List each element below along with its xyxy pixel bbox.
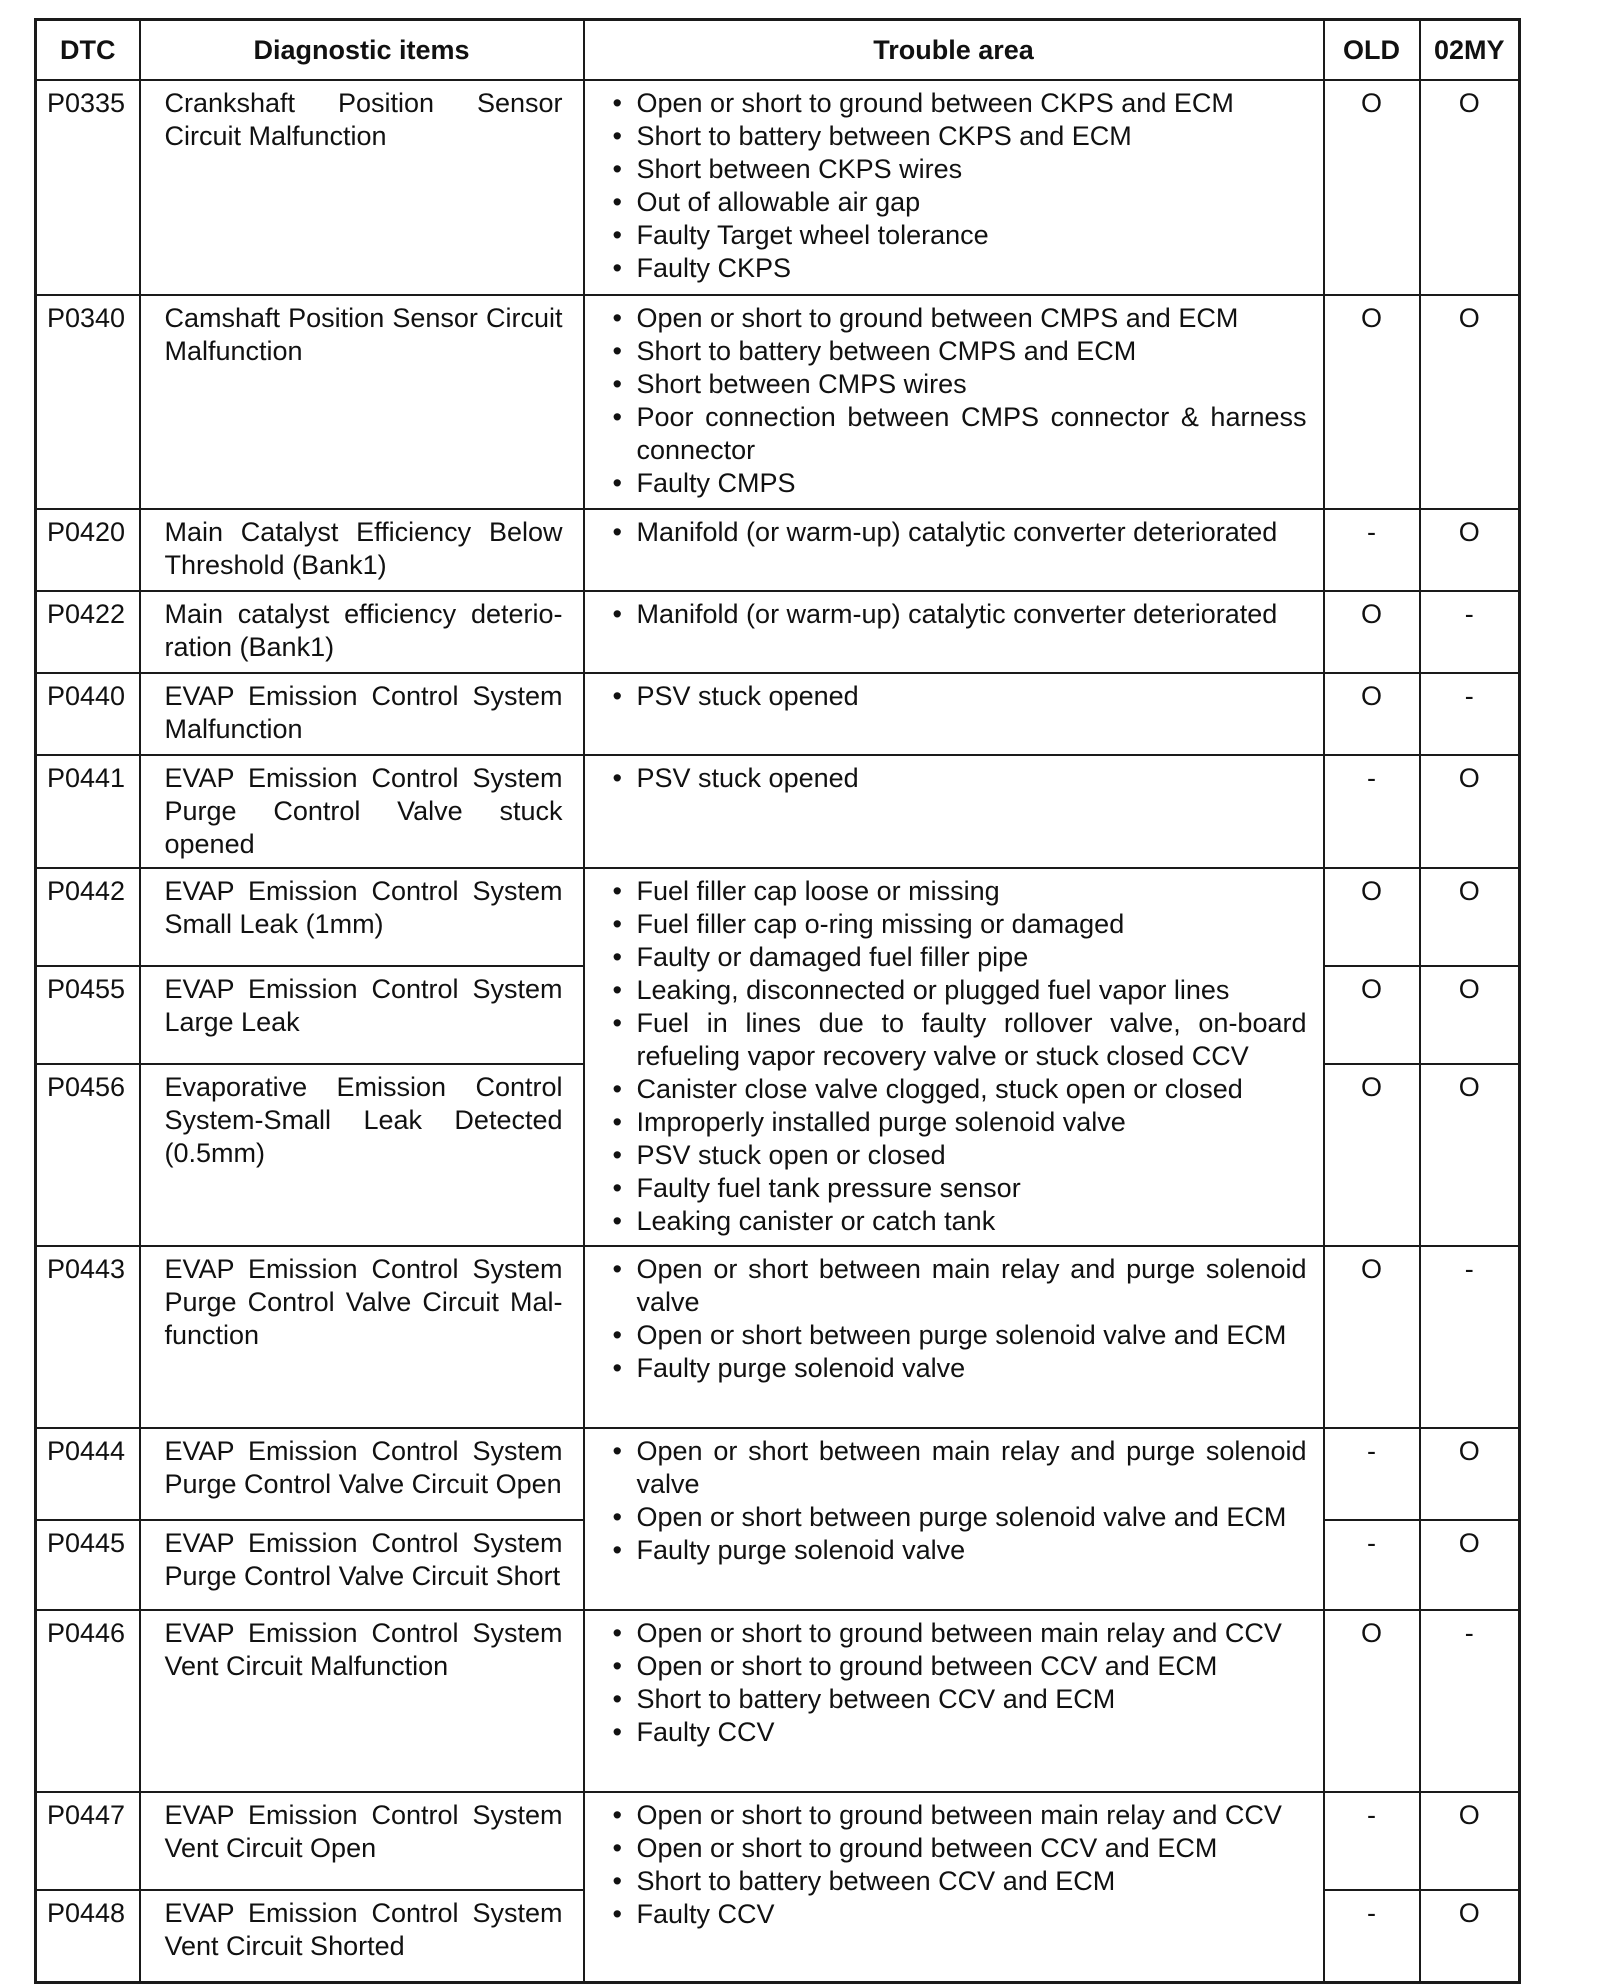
old-mark: -: [1324, 1792, 1420, 1890]
trouble-item: • Open or short to ground between CKPS and ECM: [611, 87, 1307, 120]
trouble-item: • Canister close valve clogged, stuck open or closed: [611, 1073, 1307, 1106]
trouble-item: • Poor connection between CMPS connector & harness connector: [611, 401, 1307, 467]
dtc-code: P0335: [36, 80, 140, 295]
old-mark: -: [1324, 755, 1420, 868]
table-row: [36, 295, 1520, 509]
trouble-item: • PSV stuck open or closed: [611, 1139, 1307, 1172]
dtc-code: P0445: [36, 1520, 140, 1610]
dtc-code: P0443: [36, 1246, 140, 1428]
trouble-list: [611, 1799, 1307, 1931]
trouble-item: • Open or short between purge solenoid valve and ECM: [611, 1319, 1307, 1352]
table-row: [36, 868, 1520, 966]
trouble-item: • Faulty or damaged fuel filler pipe: [611, 941, 1307, 974]
02my-mark: -: [1420, 1246, 1520, 1428]
02my-mark: O: [1420, 966, 1520, 1064]
old-mark: O: [1324, 295, 1420, 509]
trouble-item: • Short between CMPS wires: [611, 368, 1307, 401]
old-mark: O: [1324, 1246, 1420, 1428]
trouble-list: [611, 302, 1307, 500]
header-diagnostic-items: Diagnostic items: [140, 20, 584, 81]
trouble-item: • Faulty CMPS: [611, 467, 1307, 500]
trouble-list: [611, 762, 1307, 795]
02my-mark: O: [1420, 295, 1520, 509]
trouble-area: [584, 80, 1324, 295]
dtc-code: P0444: [36, 1428, 140, 1520]
table-row: [36, 1428, 1520, 1520]
trouble-area: [584, 509, 1324, 591]
old-mark: -: [1324, 1520, 1420, 1610]
trouble-area: [584, 1792, 1324, 1982]
header-old: OLD: [1324, 20, 1420, 81]
trouble-area: [584, 295, 1324, 509]
table-row: [36, 673, 1520, 755]
02my-mark: -: [1420, 591, 1520, 673]
trouble-item: • Manifold (or warm-up) catalytic converter deteriorated: [611, 516, 1307, 549]
trouble-item: • Fuel filler cap loose or missing: [611, 875, 1307, 908]
trouble-item: • Open or short to ground between main relay and CCV: [611, 1799, 1307, 1832]
trouble-area: [584, 755, 1324, 868]
old-mark: O: [1324, 868, 1420, 966]
trouble-item: • Open or short between main relay and purge solenoid valve: [611, 1253, 1307, 1319]
old-mark: -: [1324, 1428, 1420, 1520]
diagnostic-item: EVAP Emission Control System Vent Circuit Open: [140, 1792, 584, 1890]
trouble-item: • Faulty CCV: [611, 1898, 1307, 1931]
diagnostic-item: EVAP Emission Control System Purge Control Valve Circuit Short: [140, 1520, 584, 1610]
trouble-area: [584, 1246, 1324, 1428]
diagnostic-item: Main Catalyst Efficiency Below Threshold (Bank1): [140, 509, 584, 591]
diagnostic-item: Main catalyst efficiency deterio-ration (Bank1): [140, 591, 584, 673]
header-row: [36, 20, 1520, 81]
dtc-code: P0447: [36, 1792, 140, 1890]
dtc-table: [34, 18, 1521, 1984]
table-row: [36, 1246, 1520, 1428]
dtc-code: P0340: [36, 295, 140, 509]
trouble-area: [584, 591, 1324, 673]
trouble-item: • Leaking, disconnected or plugged fuel vapor lines: [611, 974, 1307, 1007]
header-dtc: DTC: [36, 20, 140, 81]
trouble-list: [611, 516, 1307, 549]
trouble-list: [611, 1435, 1307, 1567]
trouble-list: [611, 1617, 1307, 1749]
02my-mark: O: [1420, 1064, 1520, 1246]
trouble-item: • PSV stuck opened: [611, 680, 1307, 713]
trouble-item: • Open or short to ground between CCV and ECM: [611, 1832, 1307, 1865]
diagnostic-item: EVAP Emission Control System Small Leak (1mm): [140, 868, 584, 966]
diagnostic-item: EVAP Emission Control System Vent Circuit Malfunction: [140, 1610, 584, 1792]
diagnostic-item: EVAP Emission Control System Purge Control Valve stuck opened: [140, 755, 584, 868]
diagnostic-item: Camshaft Position Sensor Circuit Malfunction: [140, 295, 584, 509]
02my-mark: O: [1420, 1890, 1520, 1982]
dtc-code: P0441: [36, 755, 140, 868]
trouble-item: • Improperly installed purge solenoid valve: [611, 1106, 1307, 1139]
trouble-list: [611, 598, 1307, 631]
trouble-item: • Short between CKPS wires: [611, 153, 1307, 186]
diagnostic-item: EVAP Emission Control System Purge Control Valve Circuit Open: [140, 1428, 584, 1520]
dtc-code: P0448: [36, 1890, 140, 1982]
trouble-list: [611, 87, 1307, 285]
table-row: [36, 1610, 1520, 1792]
trouble-item: • Fuel in lines due to faulty rollover valve, on-board refueling vapor recovery valve or stuck closed CCV: [611, 1007, 1307, 1073]
trouble-area: [584, 1610, 1324, 1792]
trouble-item: • Faulty Target wheel tolerance: [611, 219, 1307, 252]
02my-mark: O: [1420, 80, 1520, 295]
old-mark: O: [1324, 966, 1420, 1064]
trouble-area: [584, 868, 1324, 1246]
table-row: [36, 755, 1520, 868]
dtc-document: [34, 18, 1518, 1984]
trouble-item: • Short to battery between CCV and ECM: [611, 1683, 1307, 1716]
trouble-item: • Short to battery between CMPS and ECM: [611, 335, 1307, 368]
table-row: [36, 591, 1520, 673]
trouble-item: • Open or short to ground between CCV and ECM: [611, 1650, 1307, 1683]
old-mark: -: [1324, 1890, 1420, 1982]
trouble-item: • Short to battery between CKPS and ECM: [611, 120, 1307, 153]
trouble-list: [611, 680, 1307, 713]
old-mark: -: [1324, 509, 1420, 591]
trouble-item: • Open or short between purge solenoid valve and ECM: [611, 1501, 1307, 1534]
02my-mark: O: [1420, 1520, 1520, 1610]
trouble-item: • Faulty purge solenoid valve: [611, 1352, 1307, 1385]
trouble-item: • Open or short to ground between main relay and CCV: [611, 1617, 1307, 1650]
diagnostic-item: EVAP Emission Control System Malfunction: [140, 673, 584, 755]
old-mark: O: [1324, 80, 1420, 295]
02my-mark: O: [1420, 868, 1520, 966]
dtc-code: P0422: [36, 591, 140, 673]
diagnostic-item: EVAP Emission Control System Purge Control Valve Circuit Mal-function: [140, 1246, 584, 1428]
trouble-item: • Out of allowable air gap: [611, 186, 1307, 219]
old-mark: O: [1324, 1064, 1420, 1246]
old-mark: O: [1324, 1610, 1420, 1792]
table-row: [36, 509, 1520, 591]
02my-mark: O: [1420, 1428, 1520, 1520]
02my-mark: O: [1420, 509, 1520, 591]
dtc-code: P0442: [36, 868, 140, 966]
header-trouble-area: Trouble area: [584, 20, 1324, 81]
dtc-code: P0446: [36, 1610, 140, 1792]
diagnostic-item: EVAP Emission Control System Vent Circuit Shorted: [140, 1890, 584, 1982]
trouble-item: • Manifold (or warm-up) catalytic converter deteriorated: [611, 598, 1307, 631]
trouble-item: • Open or short to ground between CMPS and ECM: [611, 302, 1307, 335]
old-mark: O: [1324, 673, 1420, 755]
table-row: [36, 80, 1520, 295]
02my-mark: O: [1420, 1792, 1520, 1890]
trouble-list: [611, 875, 1307, 1238]
trouble-area: [584, 1428, 1324, 1610]
dtc-code: P0455: [36, 966, 140, 1064]
diagnostic-item: Evaporative Emission Control System-Small Leak Detected (0.5mm): [140, 1064, 584, 1246]
trouble-item: • Faulty CKPS: [611, 252, 1307, 285]
02my-mark: -: [1420, 673, 1520, 755]
trouble-item: • Open or short between main relay and purge solenoid valve: [611, 1435, 1307, 1501]
diagnostic-item: EVAP Emission Control System Large Leak: [140, 966, 584, 1064]
trouble-item: • Leaking canister or catch tank: [611, 1205, 1307, 1238]
trouble-list: [611, 1253, 1307, 1385]
header-02my: 02MY: [1420, 20, 1520, 81]
trouble-item: • Faulty fuel tank pressure sensor: [611, 1172, 1307, 1205]
trouble-item: • Fuel filler cap o-ring missing or damaged: [611, 908, 1307, 941]
trouble-item: • Short to battery between CCV and ECM: [611, 1865, 1307, 1898]
dtc-code: P0420: [36, 509, 140, 591]
old-mark: O: [1324, 591, 1420, 673]
dtc-code: P0440: [36, 673, 140, 755]
trouble-item: • Faulty purge solenoid valve: [611, 1534, 1307, 1567]
trouble-item: • PSV stuck opened: [611, 762, 1307, 795]
dtc-code: P0456: [36, 1064, 140, 1246]
trouble-area: [584, 673, 1324, 755]
trouble-item: • Faulty CCV: [611, 1716, 1307, 1749]
diagnostic-item: Crankshaft Position Sensor Circuit Malfunction: [140, 80, 584, 295]
02my-mark: -: [1420, 1610, 1520, 1792]
table-row: [36, 1792, 1520, 1890]
02my-mark: O: [1420, 755, 1520, 868]
